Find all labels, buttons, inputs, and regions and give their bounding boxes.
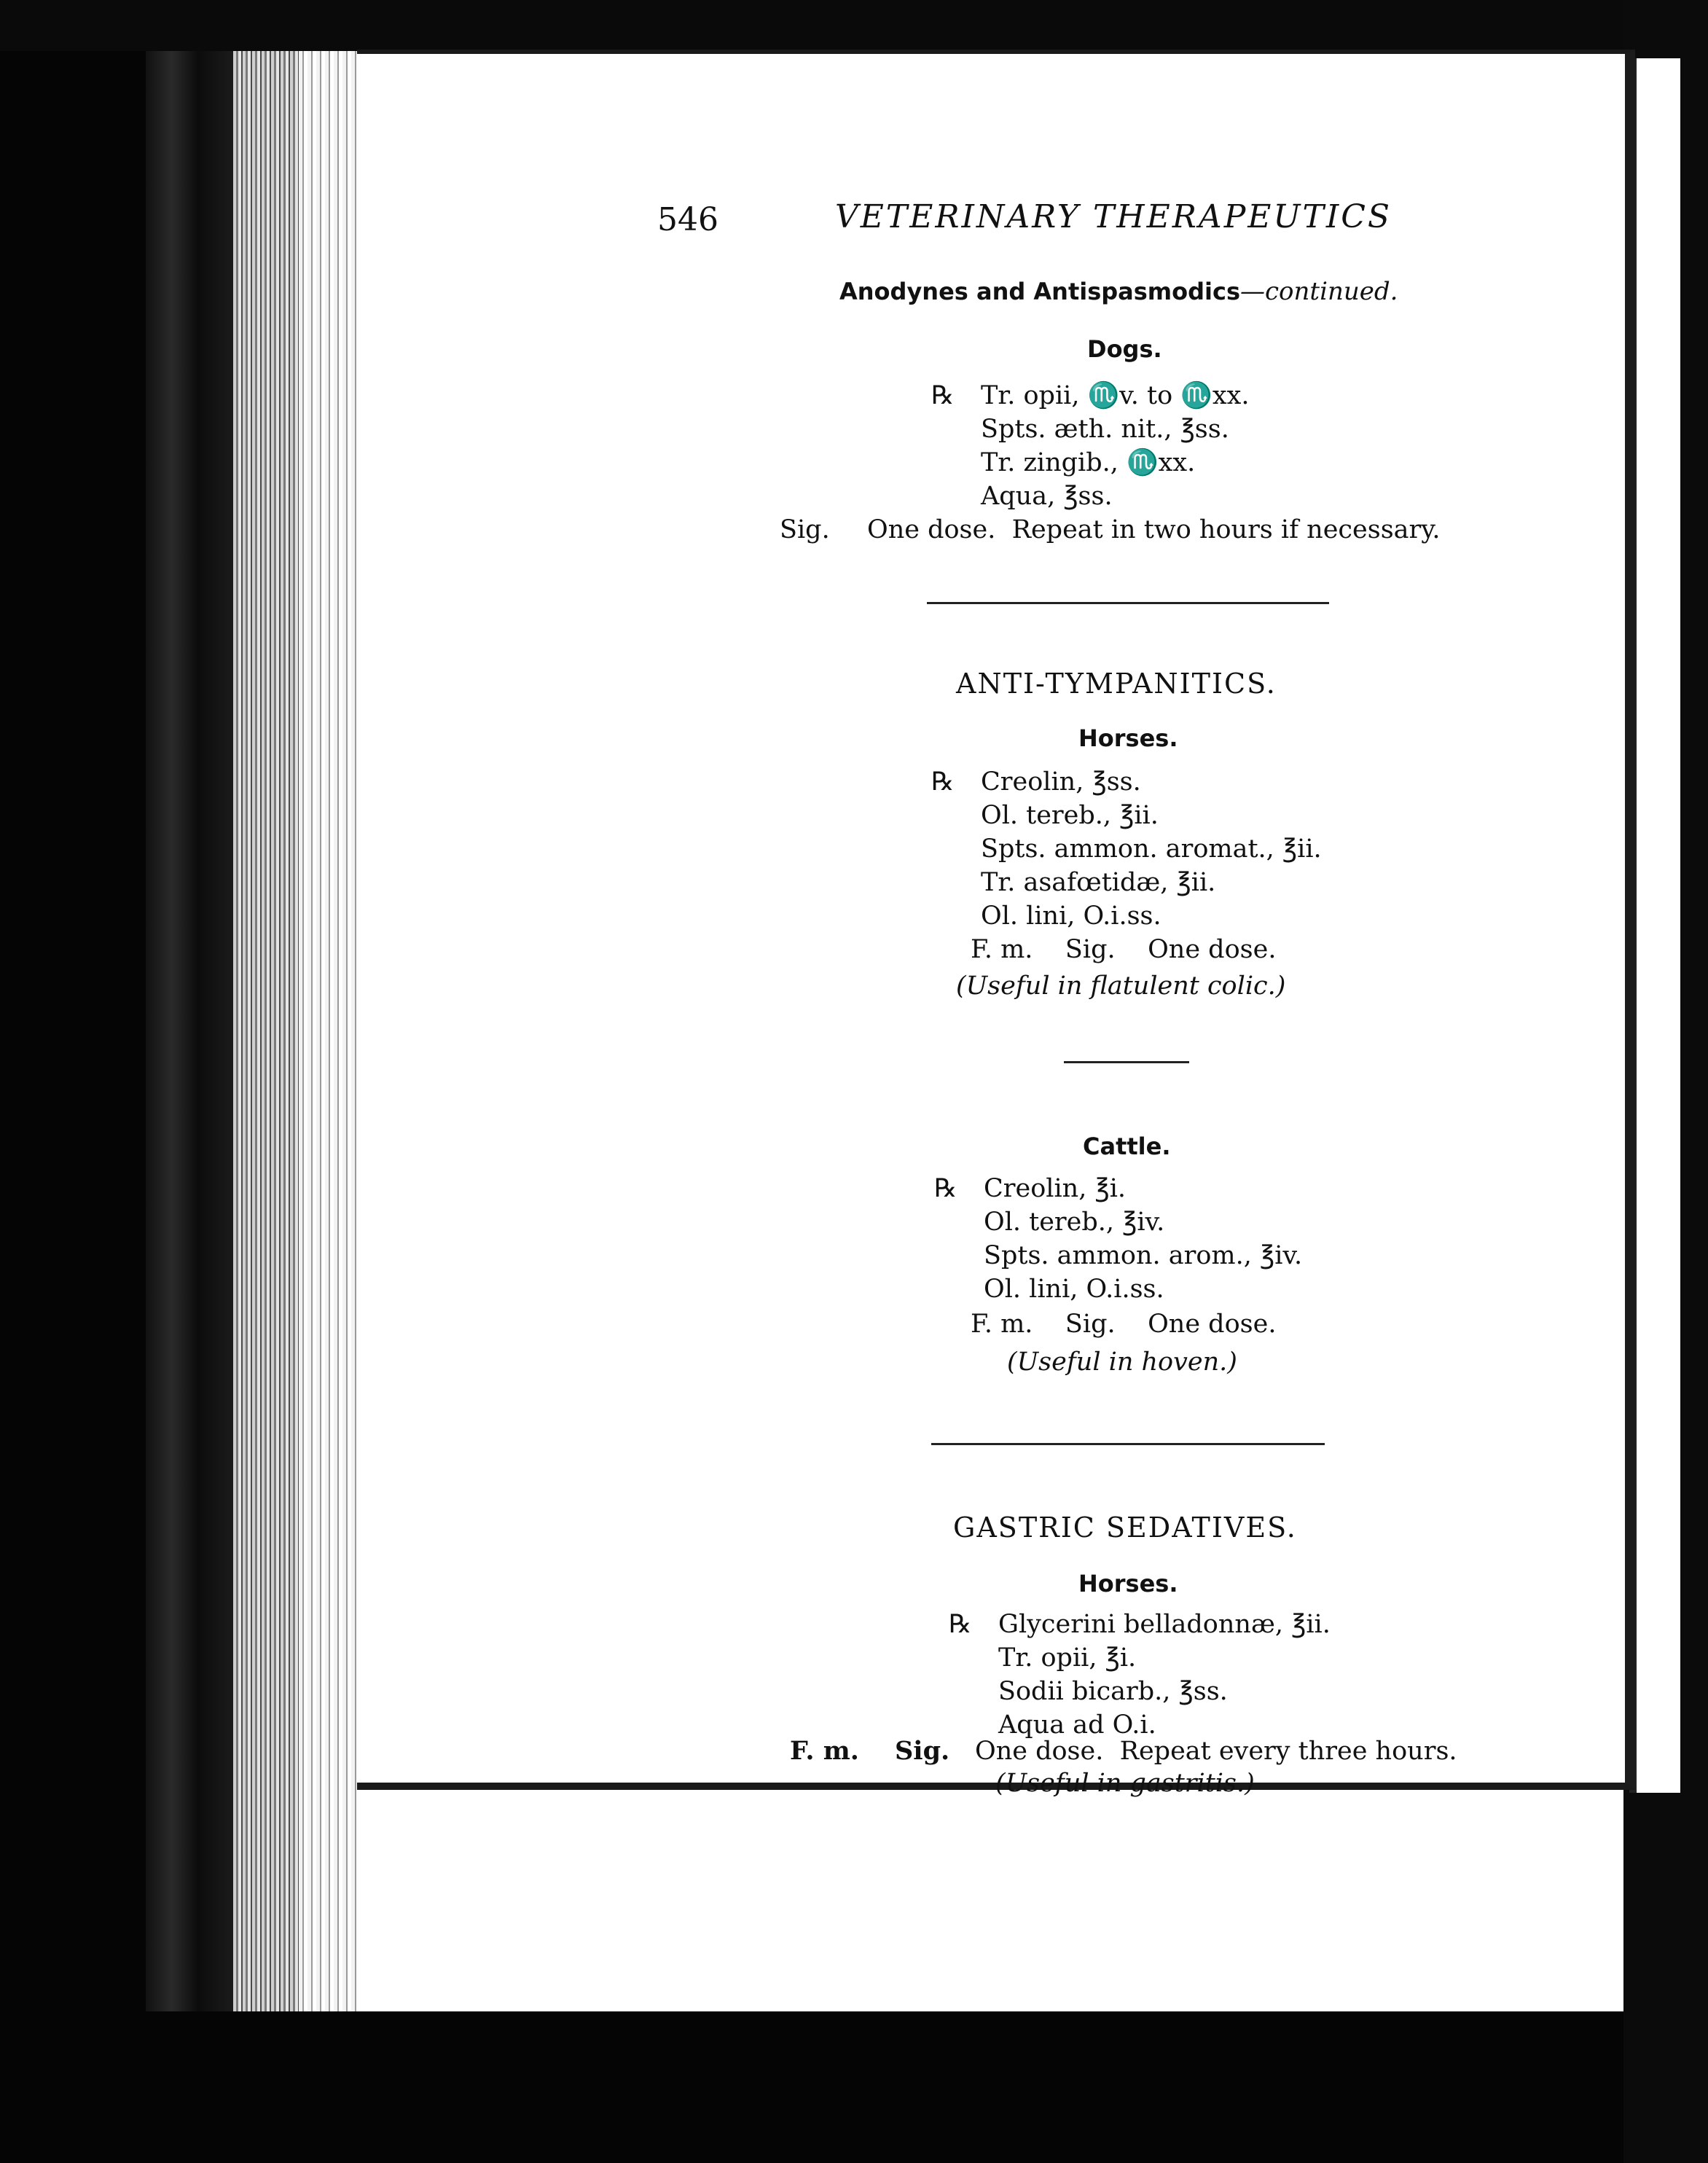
prescription-line: Tr. opii, ♏v. to ♏xx.: [981, 381, 1250, 410]
running-title: VETERINARY THERAPEUTICS: [835, 198, 1392, 235]
prescription-line: Tr. opii, ℥i.: [998, 1643, 1137, 1673]
subheading-horses: Horses.: [1078, 724, 1178, 752]
book-page: [357, 50, 1635, 1790]
subsection-divider: [1064, 1061, 1189, 1063]
prescription-line: Spts. ammon. arom., ℥iv.: [984, 1241, 1303, 1270]
rx-symbol: ℞: [949, 1610, 972, 1639]
prescription-list: [981, 765, 1322, 933]
prescription-line: Aqua ad O.i.: [998, 1710, 1156, 1740]
prescription-line: Tr. asafœtidæ, ℥ii.: [981, 868, 1216, 897]
directions: F. m. Sig. One dose.: [971, 935, 1277, 964]
scan-bottom-border: [0, 2011, 1708, 2163]
facing-page-edge: [1629, 58, 1680, 1793]
directions: F. m. Sig. One dose.: [971, 1310, 1277, 1339]
sig-label: Sig.: [780, 515, 830, 544]
prescription-line: Tr. zingib., ♏xx.: [981, 448, 1196, 477]
usage-note: (Useful in hoven.): [1007, 1348, 1237, 1377]
subheading-cattle: Cattle.: [1083, 1133, 1171, 1160]
book-spine-shadow: [0, 0, 146, 2163]
prescription-line: Ol. tereb., ℥ii.: [981, 801, 1159, 830]
book-cover-edge: [146, 0, 233, 2163]
page-number: 546: [657, 201, 718, 238]
section-title-anti-tympanitics: ANTI-TYMPANITICS.: [956, 668, 1277, 700]
prescription-line: Spts. æth. nit., ℥ss.: [981, 415, 1229, 444]
section-heading-anodynes: [839, 277, 1398, 306]
rx-symbol: ℞: [931, 767, 955, 797]
prescription-list: [998, 1608, 1331, 1742]
prescription-list: [981, 379, 1250, 513]
subheading-horses: Horses.: [1078, 1570, 1178, 1597]
prescription-line: Ol. tereb., ℥iv.: [984, 1208, 1165, 1237]
usage-note: (Useful in flatulent colic.): [956, 971, 1286, 1001]
prescription-line: Ol. lini, O.i.ss.: [981, 901, 1161, 931]
prescription-line: Creolin, ℥ss.: [981, 767, 1141, 797]
prescription-line: Ol. lini, O.i.ss.: [984, 1275, 1164, 1304]
subheading-dogs: Dogs.: [1087, 335, 1162, 363]
rx-symbol: ℞: [931, 381, 955, 410]
prescription-line: Sodii bicarb., ℥ss.: [998, 1677, 1228, 1706]
section-title-gastric-sedatives: GASTRIC SEDATIVES.: [953, 1511, 1297, 1544]
prescription-list: [984, 1172, 1302, 1306]
page-stack-edge: [233, 0, 299, 2163]
page-stack-edge-light: [299, 0, 357, 2163]
scan-top-border: [0, 0, 1708, 51]
sig-text: One dose. Repeat in two hours if necessary.: [867, 515, 1441, 544]
prescription-line: Aqua, ℥ss.: [981, 482, 1113, 511]
usage-note: (Useful in gastritis.): [995, 1769, 1255, 1798]
section-divider: [927, 602, 1329, 604]
heading-continued: —continued.: [1240, 277, 1398, 306]
heading-bold: Anodynes and Antispasmodics: [839, 278, 1241, 305]
directions-fm: F. m.: [790, 1736, 859, 1766]
prescription-line: Spts. ammon. aromat., ℥ii.: [981, 834, 1322, 864]
prescription-line: Glycerini belladonnæ, ℥ii.: [998, 1610, 1331, 1639]
section-divider: [931, 1443, 1325, 1445]
rx-symbol: ℞: [934, 1174, 957, 1203]
directions-text: One dose. Repeat every three hours.: [975, 1737, 1457, 1766]
prescription-line: Creolin, ℥i.: [984, 1174, 1127, 1203]
directions-sig: Sig.: [895, 1736, 950, 1766]
